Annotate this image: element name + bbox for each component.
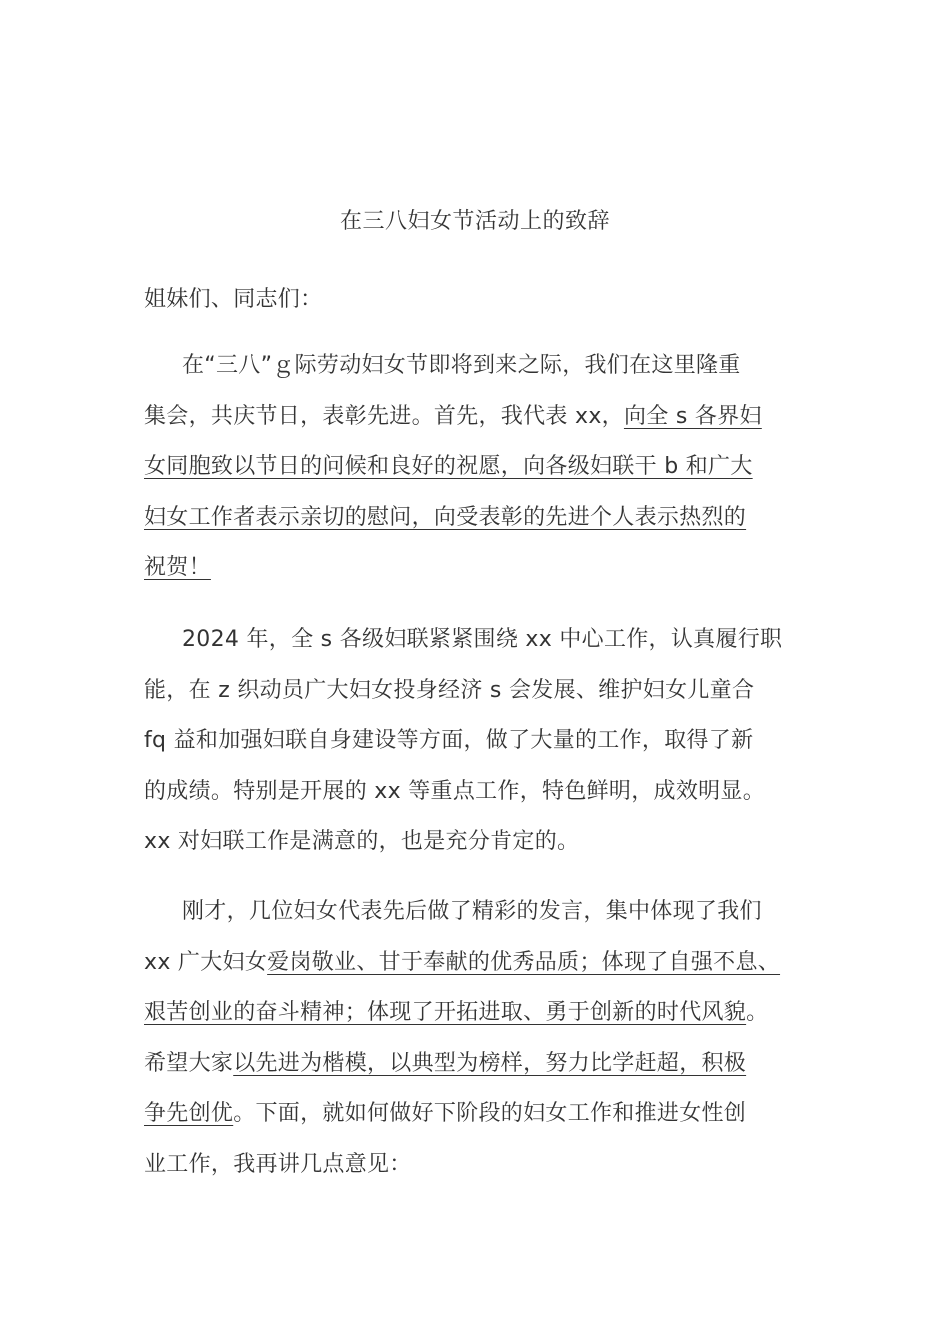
text-run: 集会，共庆节日，表彰先进。首先，我代表 xx， bbox=[144, 403, 624, 429]
paragraph-line bbox=[182, 894, 762, 930]
paragraph-line bbox=[144, 1147, 412, 1183]
paragraph-line bbox=[144, 824, 579, 860]
text-run: fq 益和加强妇联自身建设等方面，做了大量的工作，取得了新 bbox=[144, 728, 754, 753]
underlined-text: 艰苦创业的奋斗精神；体现了开拓进取、勇于创新的时代风貌 bbox=[144, 1000, 747, 1025]
text-run: 业工作，我再讲几点意见： bbox=[144, 1151, 412, 1177]
document-title: 在三八妇女节活动上的致辞 bbox=[339, 209, 610, 234]
underlined-text: 爱岗敬业、甘于奉献的优秀品质；体现了自强不息、 bbox=[267, 949, 781, 975]
text-run: xx 广大妇女 bbox=[144, 949, 268, 975]
text-run: 。下面，就如何做好下阶段的妇女工作和推进女性创 bbox=[233, 1101, 747, 1126]
text-run: 。 bbox=[746, 1000, 769, 1025]
underlined-text: 以先进为楷模，以典型为榜样，努力比学赶超，积极 bbox=[233, 1050, 747, 1076]
text-run: 2024 年，全 s 各级妇联紧紧围绕 xx 中心工作，认真履行职 bbox=[182, 627, 783, 652]
paragraph-line bbox=[144, 550, 211, 586]
underlined-text: 向全 s 各界妇 bbox=[623, 403, 762, 429]
paragraph-line bbox=[144, 1096, 746, 1132]
paragraph-line bbox=[182, 348, 741, 384]
paragraph-line bbox=[144, 774, 765, 810]
paragraph-line bbox=[182, 622, 782, 658]
underlined-text: 女同胞致以节日的问候和良好的祝愿，向各级妇联干 b 和广大 bbox=[144, 454, 753, 479]
paragraph-line bbox=[144, 500, 746, 536]
text-run: 的成绩。特别是开展的 xx 等重点工作，特色鲜明，成效明显。 bbox=[144, 778, 766, 804]
text-run: 能，在 z 织动员广大妇女投身经济 s 会发展、维护妇女儿童合 bbox=[144, 677, 755, 703]
text-run: 在“三八”ｇ际劳动妇女节即将到来之际，我们在这里隆重 bbox=[182, 353, 741, 378]
text-run: xx 对妇联工作是满意的，也是充分肯定的。 bbox=[144, 829, 580, 854]
salutation: 姐妹们、同志们： bbox=[144, 287, 323, 312]
text-run: 希望大家 bbox=[144, 1050, 234, 1076]
paragraph-line bbox=[144, 399, 762, 435]
paragraph-line bbox=[144, 995, 768, 1031]
underlined-text: 争先创优 bbox=[144, 1101, 234, 1126]
paragraph-line bbox=[144, 723, 753, 759]
underlined-text: 祝贺！ bbox=[144, 555, 211, 580]
text-run: 刚才，几位妇女代表先后做了精彩的发言，集中体现了我们 bbox=[182, 899, 762, 924]
paragraph-line bbox=[144, 449, 753, 485]
paragraph-line bbox=[144, 673, 754, 709]
paragraph-line bbox=[144, 945, 780, 981]
paragraph-line bbox=[144, 1046, 746, 1082]
underlined-text: 妇女工作者表示亲切的慰问，向受表彰的先进个人表示热烈的 bbox=[144, 504, 747, 530]
